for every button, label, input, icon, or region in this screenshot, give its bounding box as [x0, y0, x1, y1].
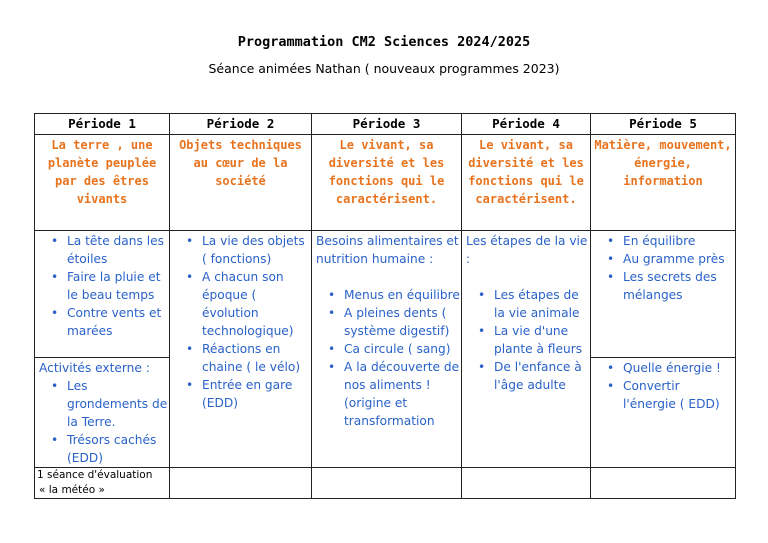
list-item: • Quelle énergie !	[591, 359, 735, 377]
p4-intro: Les étapes de la vie :	[466, 234, 588, 266]
p1-evaluation-cell	[35, 468, 170, 499]
list-item: • Contre vents et marées	[35, 304, 169, 340]
list-item: • Réactions en chaine ( le vélo)	[170, 340, 311, 376]
theme-row	[35, 135, 736, 231]
content-row-a	[35, 231, 736, 358]
evaluation-line-1: 1 séance d'évaluation	[37, 469, 153, 481]
list-item: • La vie d'une plante à fleurs	[462, 322, 590, 358]
document-title: Programmation CM2 Sciences 2024/2025	[237, 34, 531, 50]
theme-periode-1: La terre , une planète peuplée par des êtres vivants	[35, 135, 170, 231]
list-item: • Les grondements de la Terre.	[35, 377, 169, 431]
list-item: • Entrée en gare (EDD)	[170, 376, 311, 412]
header-row	[35, 114, 736, 135]
document-subtitle: Séance animées Nathan ( nouveaux programmes 2023)	[208, 61, 560, 76]
p2-evaluation-cell	[170, 468, 312, 499]
p4-sequence-list	[462, 286, 590, 394]
p1-sequences-cell	[35, 231, 170, 358]
theme-periode-5: Matière, mouvement, énergie, information	[591, 135, 736, 231]
list-item: • Faire la pluie et le beau temps	[35, 268, 169, 304]
p3-sequences-cell	[312, 231, 462, 468]
p5-sequence-list-a	[591, 232, 735, 304]
list-item: • Trésors cachés (EDD)	[35, 431, 169, 467]
list-item: • Convertir l'énergie ( EDD)	[591, 377, 735, 413]
list-item: • A pleines dents ( système digestif)	[312, 304, 461, 340]
list-item: • A chacun son époque ( évolution technologique)	[170, 268, 311, 340]
p5-evaluation-cell	[591, 468, 736, 499]
p3-evaluation-cell	[312, 468, 462, 499]
theme-periode-4: Le vivant, sa diversité et les fonctions qui le caractérisent.	[462, 135, 591, 231]
list-item: • De l'enfance à l'âge adulte	[462, 358, 590, 394]
p4-evaluation-cell	[462, 468, 591, 499]
p2-sequence-list	[170, 232, 311, 412]
list-item: • Les secrets des mélanges	[591, 268, 735, 304]
p5-sequence-list-b	[591, 359, 735, 413]
header-periode-1: Période 1	[35, 114, 170, 135]
p3-sequence-list	[312, 286, 461, 430]
p2-sequences-cell	[170, 231, 312, 468]
p3-intro: Besoins alimentaires et nutrition humaine :	[316, 234, 459, 266]
list-item: • Ca circule ( sang)	[312, 340, 461, 358]
p1-sequence-list	[35, 232, 169, 340]
p1-external-list	[35, 377, 169, 467]
list-item: • Au gramme près	[591, 250, 735, 268]
p5-sequences-cell-a	[591, 231, 736, 358]
programmation-table	[34, 113, 736, 499]
p1-external-cell	[35, 358, 170, 468]
list-item: • A la découverte de nos aliments ! (origine et transformation	[312, 358, 461, 430]
theme-periode-2: Objets techniques au cœur de la société	[170, 135, 312, 231]
header-periode-2: Période 2	[170, 114, 312, 135]
list-item: • La tête dans les étoiles	[35, 232, 169, 268]
header-periode-3: Période 3	[312, 114, 462, 135]
list-item: • Les étapes de la vie animale	[462, 286, 590, 322]
list-item: • La vie des objets ( fonctions)	[170, 232, 311, 268]
p4-sequences-cell	[462, 231, 591, 468]
list-item: • Menus en équilibre	[312, 286, 461, 304]
p1-external-label: Activités externe :	[39, 361, 150, 375]
p5-sequences-cell-b	[591, 358, 736, 468]
evaluation-row	[35, 468, 736, 499]
list-item: • En équilibre	[591, 232, 735, 250]
theme-periode-3: Le vivant, sa diversité et les fonctions qui le caractérisent.	[312, 135, 462, 231]
header-periode-5: Période 5	[591, 114, 736, 135]
header-periode-4: Période 4	[462, 114, 591, 135]
evaluation-line-2: « la météo »	[39, 484, 105, 496]
